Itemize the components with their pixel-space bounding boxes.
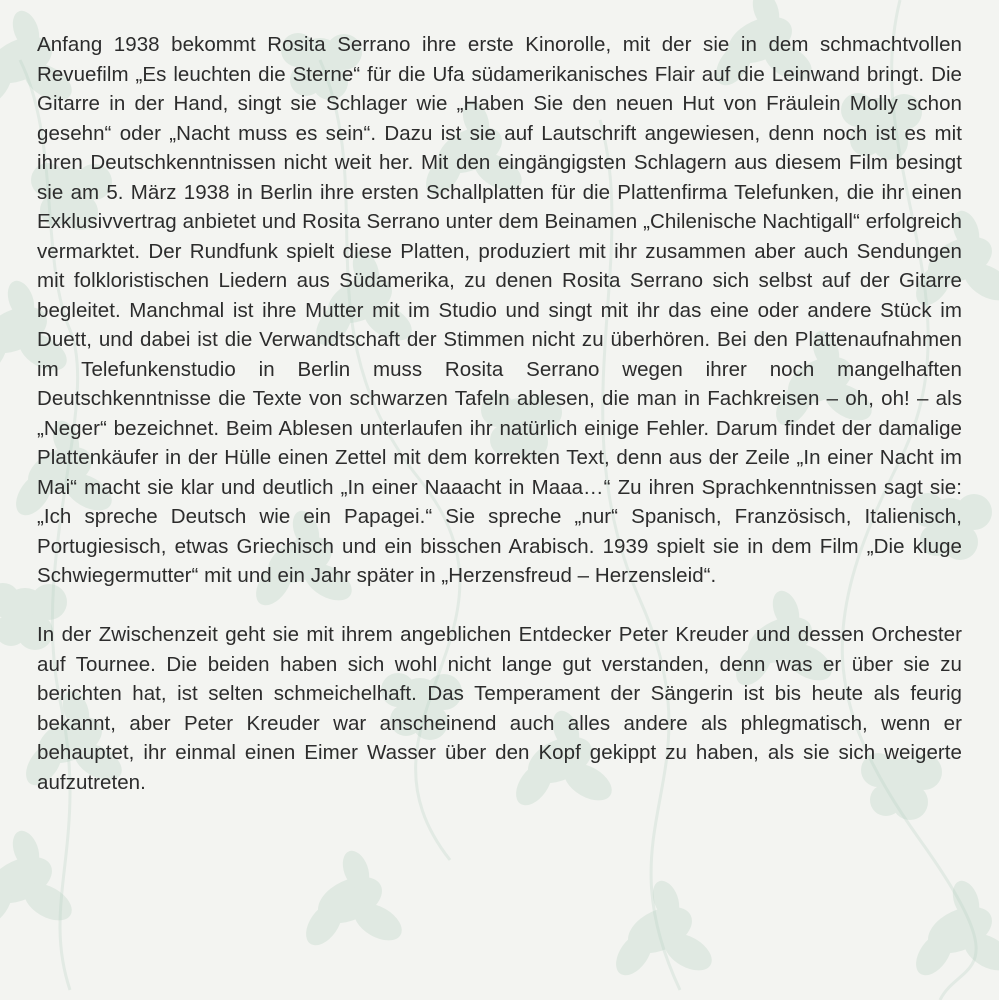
paragraph-1: Anfang 1938 bekommt Rosita Serrano ihre erste Kinorolle, mit der sie in dem schmachtvollen Revuefilm „Es leuchten die Sterne“ für die Ufa südamerikanisches Flair auf die Leinwand bringt. Die Gitarre in der Hand, singt sie Schlager wie „Haben Sie den neuen Hut von Fräulein Molly schon gesehn“ oder „Nacht muss es sein“. Dazu ist sie auf Lautschrift angewiesen, denn noch ist es mit ihren Deutschkenntnissen nicht weit her. Mit den eingängigsten Schlagern aus diesem Film besingt sie am 5. März 1938 in Berlin ihre ersten Schallplatten für die Plattenfirma Telefunken, die ihr einen Exklusivvertrag anbietet und Rosita Serrano unter dem Beinamen „Chilenische Nachtigall“ erfolgreich vermarktet. Der Rundfunk spielt diese Platten, produziert mit ihr zusammen aber auch Sendungen mit folkloristischen Liedern aus Südamerika, zu denen Rosita Serrano sich selbst auf der Gitarre begleitet. Manchmal ist ihre Mutter mit im Studio und singt mit ihr das eine oder andere Stück im Duett, und dabei ist die Verwandtschaft der Stimmen nicht zu überhören. Bei den Plattenaufnahmen im Telefunkenstudio in Berlin muss Rosita Serrano wegen ihrer noch mangelhaften Deutschkenntnisse die Texte von schwarzen Tafeln ablesen, die man in Fachkreisen – oh, oh! – als „Neger“ bezeichnet. Beim Ablesen unterlaufen ihr natürlich einige Fehler. Darum findet der damalige Plattenkäufer in der Hülle einen Zettel mit dem korrekten Text, denn aus der Zeile „In einer Nacht im Mai“ macht sie klar und deutlich „In einer Naaacht in Maaa…“ Zu ihren Sprachkenntnissen sagt sie: „Ich spreche Deutsch wie ein Papagei.“ Sie spreche „nur“ Spanisch, Französisch, Italienisch, Portugiesisch, etwas Griechisch und ein bisschen Arabisch. 1939 spielt sie in dem Film „Die kluge Schwiegermutter“ mit und ein Jahr später in „Herzensfreud – Herzensleid“. [37, 33, 962, 587]
article-body [37, 30, 962, 797]
paragraph-2: In der Zwischenzeit geht sie mit ihrem angeblichen Entdecker Peter Kreuder und dessen Orchester auf Tournee. Die beiden haben sich wohl nicht lange gut verstanden, denn was er über sie zu berichten hat, ist selten schmeichelhaft. Das Temperament der Sängerin ist bis heute als feurig bekannt, aber Peter Kreuder war anscheinend auch alles andere als phlegmatisch, wenn er behauptet, ihr einmal einen Eimer Wasser über den Kopf gekippt zu haben, als sie sich weigerte aufzutreten. [37, 623, 962, 794]
